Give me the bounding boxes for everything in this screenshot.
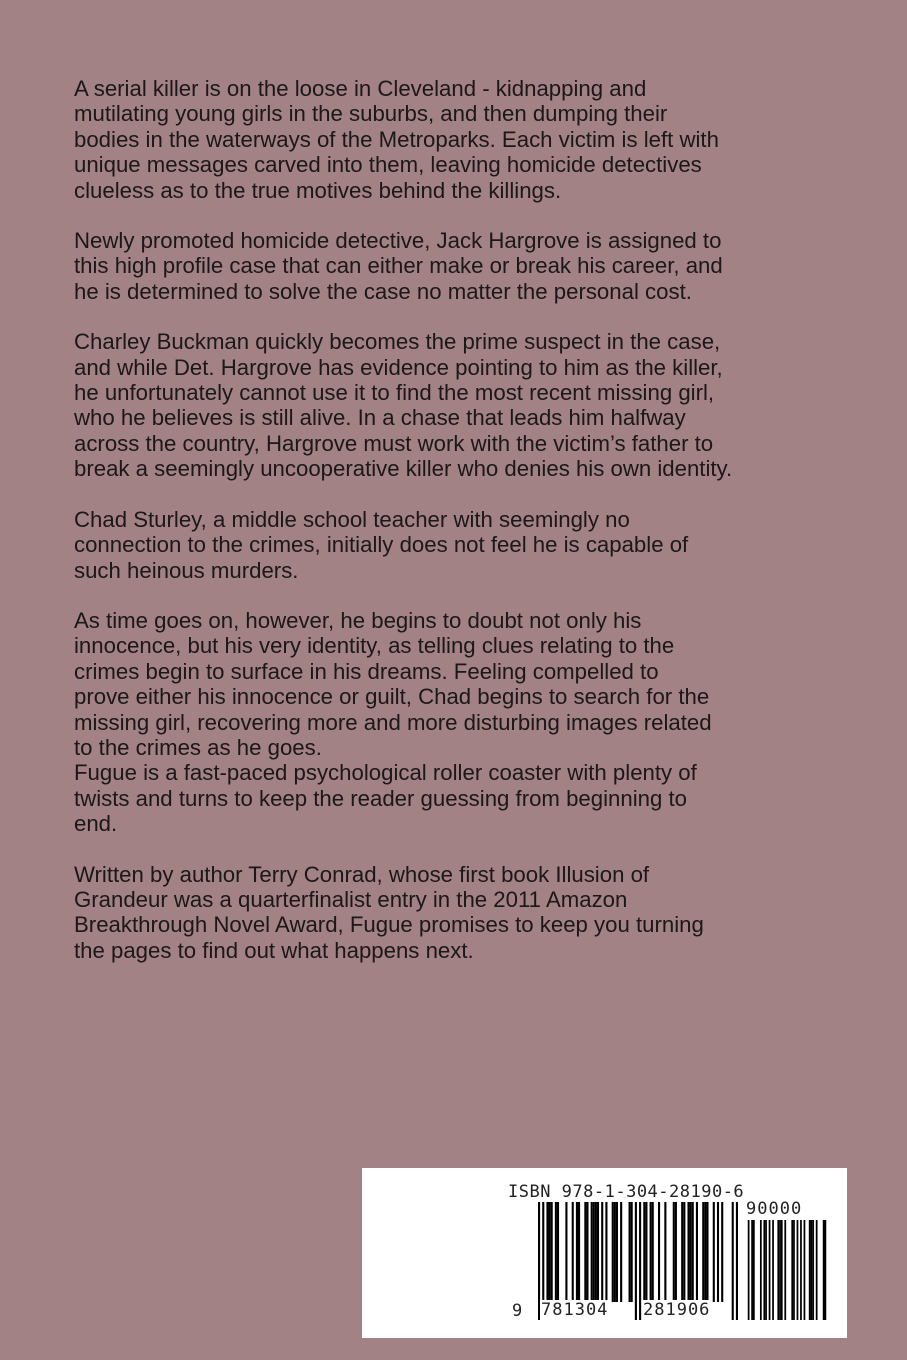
addon-bar bbox=[748, 1220, 750, 1320]
blurb-paragraph-5: As time goes on, however, he begins to doubt not only his innocence, but his very identity, as telling clues relating to the crimes begin to surface in his dreams. Feeling compelled to prove either his innocence or guilt, Chad begins to search for the missing girl, recovering more and more disturbing images related to the crimes as he goes. bbox=[74, 607, 712, 760]
ean-left-digits: 781304 bbox=[541, 1300, 609, 1320]
barcode-bar bbox=[586, 1202, 588, 1302]
addon-bar bbox=[763, 1220, 765, 1320]
barcode-bar bbox=[616, 1202, 618, 1302]
barcode-bar bbox=[690, 1202, 692, 1302]
barcode-bar bbox=[591, 1202, 593, 1302]
barcode-bar bbox=[643, 1202, 645, 1302]
barcode-bar bbox=[578, 1202, 580, 1302]
price-code: 90000 bbox=[746, 1199, 803, 1219]
barcode-bar bbox=[584, 1202, 586, 1302]
barcode-bar bbox=[549, 1202, 551, 1302]
addon-bar bbox=[823, 1220, 825, 1320]
barcode-bar bbox=[717, 1202, 719, 1302]
addon-bar bbox=[772, 1220, 774, 1320]
barcode-bar bbox=[706, 1202, 708, 1302]
barcode-bar bbox=[551, 1202, 553, 1302]
barcode-bar bbox=[652, 1202, 654, 1302]
barcode-bar bbox=[675, 1202, 677, 1302]
ean-first-digit: 9 bbox=[512, 1301, 523, 1321]
barcode-bar bbox=[576, 1202, 578, 1302]
barcode-bar bbox=[702, 1202, 704, 1302]
barcode-bar bbox=[546, 1202, 548, 1302]
barcode-bar bbox=[595, 1202, 597, 1302]
ean-right-digits: 281906 bbox=[643, 1300, 711, 1320]
back-cover-blurb bbox=[74, 76, 834, 988]
barcode-bar bbox=[601, 1202, 603, 1302]
barcode-bar bbox=[593, 1202, 595, 1302]
addon-bar bbox=[753, 1220, 755, 1320]
barcode-bar bbox=[557, 1202, 559, 1302]
addon-bar bbox=[777, 1220, 779, 1320]
barcode-bar bbox=[681, 1202, 683, 1302]
addon-bar bbox=[804, 1220, 806, 1320]
addon-bar bbox=[825, 1220, 827, 1320]
barcode-bar bbox=[614, 1202, 616, 1302]
barcode-bar bbox=[620, 1202, 622, 1302]
barcode-bar bbox=[687, 1202, 689, 1302]
addon-bar bbox=[779, 1220, 781, 1320]
barcode-bar bbox=[597, 1202, 599, 1302]
blurb-paragraph-3: Charley Buckman quickly becomes the prime suspect in the case, and while Det. Hargrove has evidence pointing to him as the killer, he unfortunately cannot use it to find the most recent missing girl, who he believes is still alive. In a chase that leads him halfway across the country, Hargrove must work with the victim’s father to break a seemingly uncooperative killer who denies his own identity. bbox=[74, 329, 733, 482]
barcode-bar bbox=[704, 1202, 706, 1302]
barcode-bar bbox=[732, 1202, 734, 1320]
addon-bar bbox=[781, 1220, 783, 1320]
barcode-bar bbox=[736, 1202, 738, 1320]
barcode-bar bbox=[721, 1202, 723, 1302]
isbn-barcode bbox=[362, 1168, 847, 1338]
addon-bar bbox=[784, 1220, 786, 1320]
blurb-paragraph-2: Newly promoted homicide detective, Jack Hargrove is assigned to this high profile case that can either make or break his career, and he is determined to solve the case no matter the personal cost. bbox=[74, 228, 723, 304]
barcode-bar bbox=[555, 1202, 557, 1302]
barcode-bar bbox=[572, 1202, 574, 1302]
addon-bar bbox=[765, 1220, 767, 1320]
addon-bar bbox=[800, 1220, 802, 1320]
blurb-paragraph-1: A serial killer is on the loose in Cleveland - kidnapping and mutilating young girls in the suburbs, and then dumping their bodies in the waterways of the Metroparks. Each victim is left with unique messages carved into them, leaving homicide detectives clueless as to the true motives behind the killings. bbox=[74, 76, 719, 203]
addon-bar bbox=[751, 1220, 753, 1320]
addon-bar bbox=[816, 1220, 818, 1320]
barcode-bar bbox=[612, 1202, 614, 1302]
barcode-bar bbox=[639, 1202, 641, 1320]
barcode-bar bbox=[658, 1202, 660, 1302]
addon-bar bbox=[791, 1220, 793, 1320]
barcode-bar bbox=[713, 1202, 715, 1302]
isbn-label: ISBN 978-1-304-28190-6 bbox=[508, 1182, 745, 1202]
barcode-bar bbox=[605, 1202, 607, 1302]
addon-bars bbox=[746, 1220, 828, 1320]
barcode-bar bbox=[629, 1202, 631, 1302]
addon-bar bbox=[811, 1220, 813, 1320]
addon-bar bbox=[797, 1220, 799, 1320]
addon-bar bbox=[809, 1220, 811, 1320]
blurb-paragraph-4: Chad Sturley, a middle school teacher with seemingly no connection to the crimes, initially does not feel he is capable of such heinous murders. bbox=[74, 506, 689, 583]
barcode-bar bbox=[650, 1202, 652, 1302]
addon-bar bbox=[769, 1220, 771, 1320]
barcode-bar bbox=[631, 1202, 633, 1302]
barcode-bar bbox=[673, 1202, 675, 1302]
barcode-bar bbox=[683, 1202, 685, 1302]
barcode-bar bbox=[635, 1202, 637, 1320]
addon-bar bbox=[760, 1220, 762, 1320]
blurb-paragraph-6: Fugue is a fast-paced psychological roller coaster with plenty of twists and turns to keep the reader guessing from beginning to end. bbox=[74, 760, 697, 837]
addon-bar bbox=[793, 1220, 795, 1320]
barcode-bar bbox=[664, 1202, 666, 1302]
barcode-bar bbox=[696, 1202, 698, 1302]
blurb-paragraph-7: Written by author Terry Conrad, whose first book Illusion of Grandeur was a quarterfinalist entry in the 2011 Amazon Breakthrough Novel Award, Fugue promises to keep you turning the pages to find out what happens next. bbox=[74, 861, 704, 963]
barcode-bar bbox=[645, 1202, 647, 1302]
addon-bar bbox=[812, 1220, 814, 1320]
barcode-bar bbox=[692, 1202, 694, 1302]
barcode-bar bbox=[565, 1202, 567, 1302]
